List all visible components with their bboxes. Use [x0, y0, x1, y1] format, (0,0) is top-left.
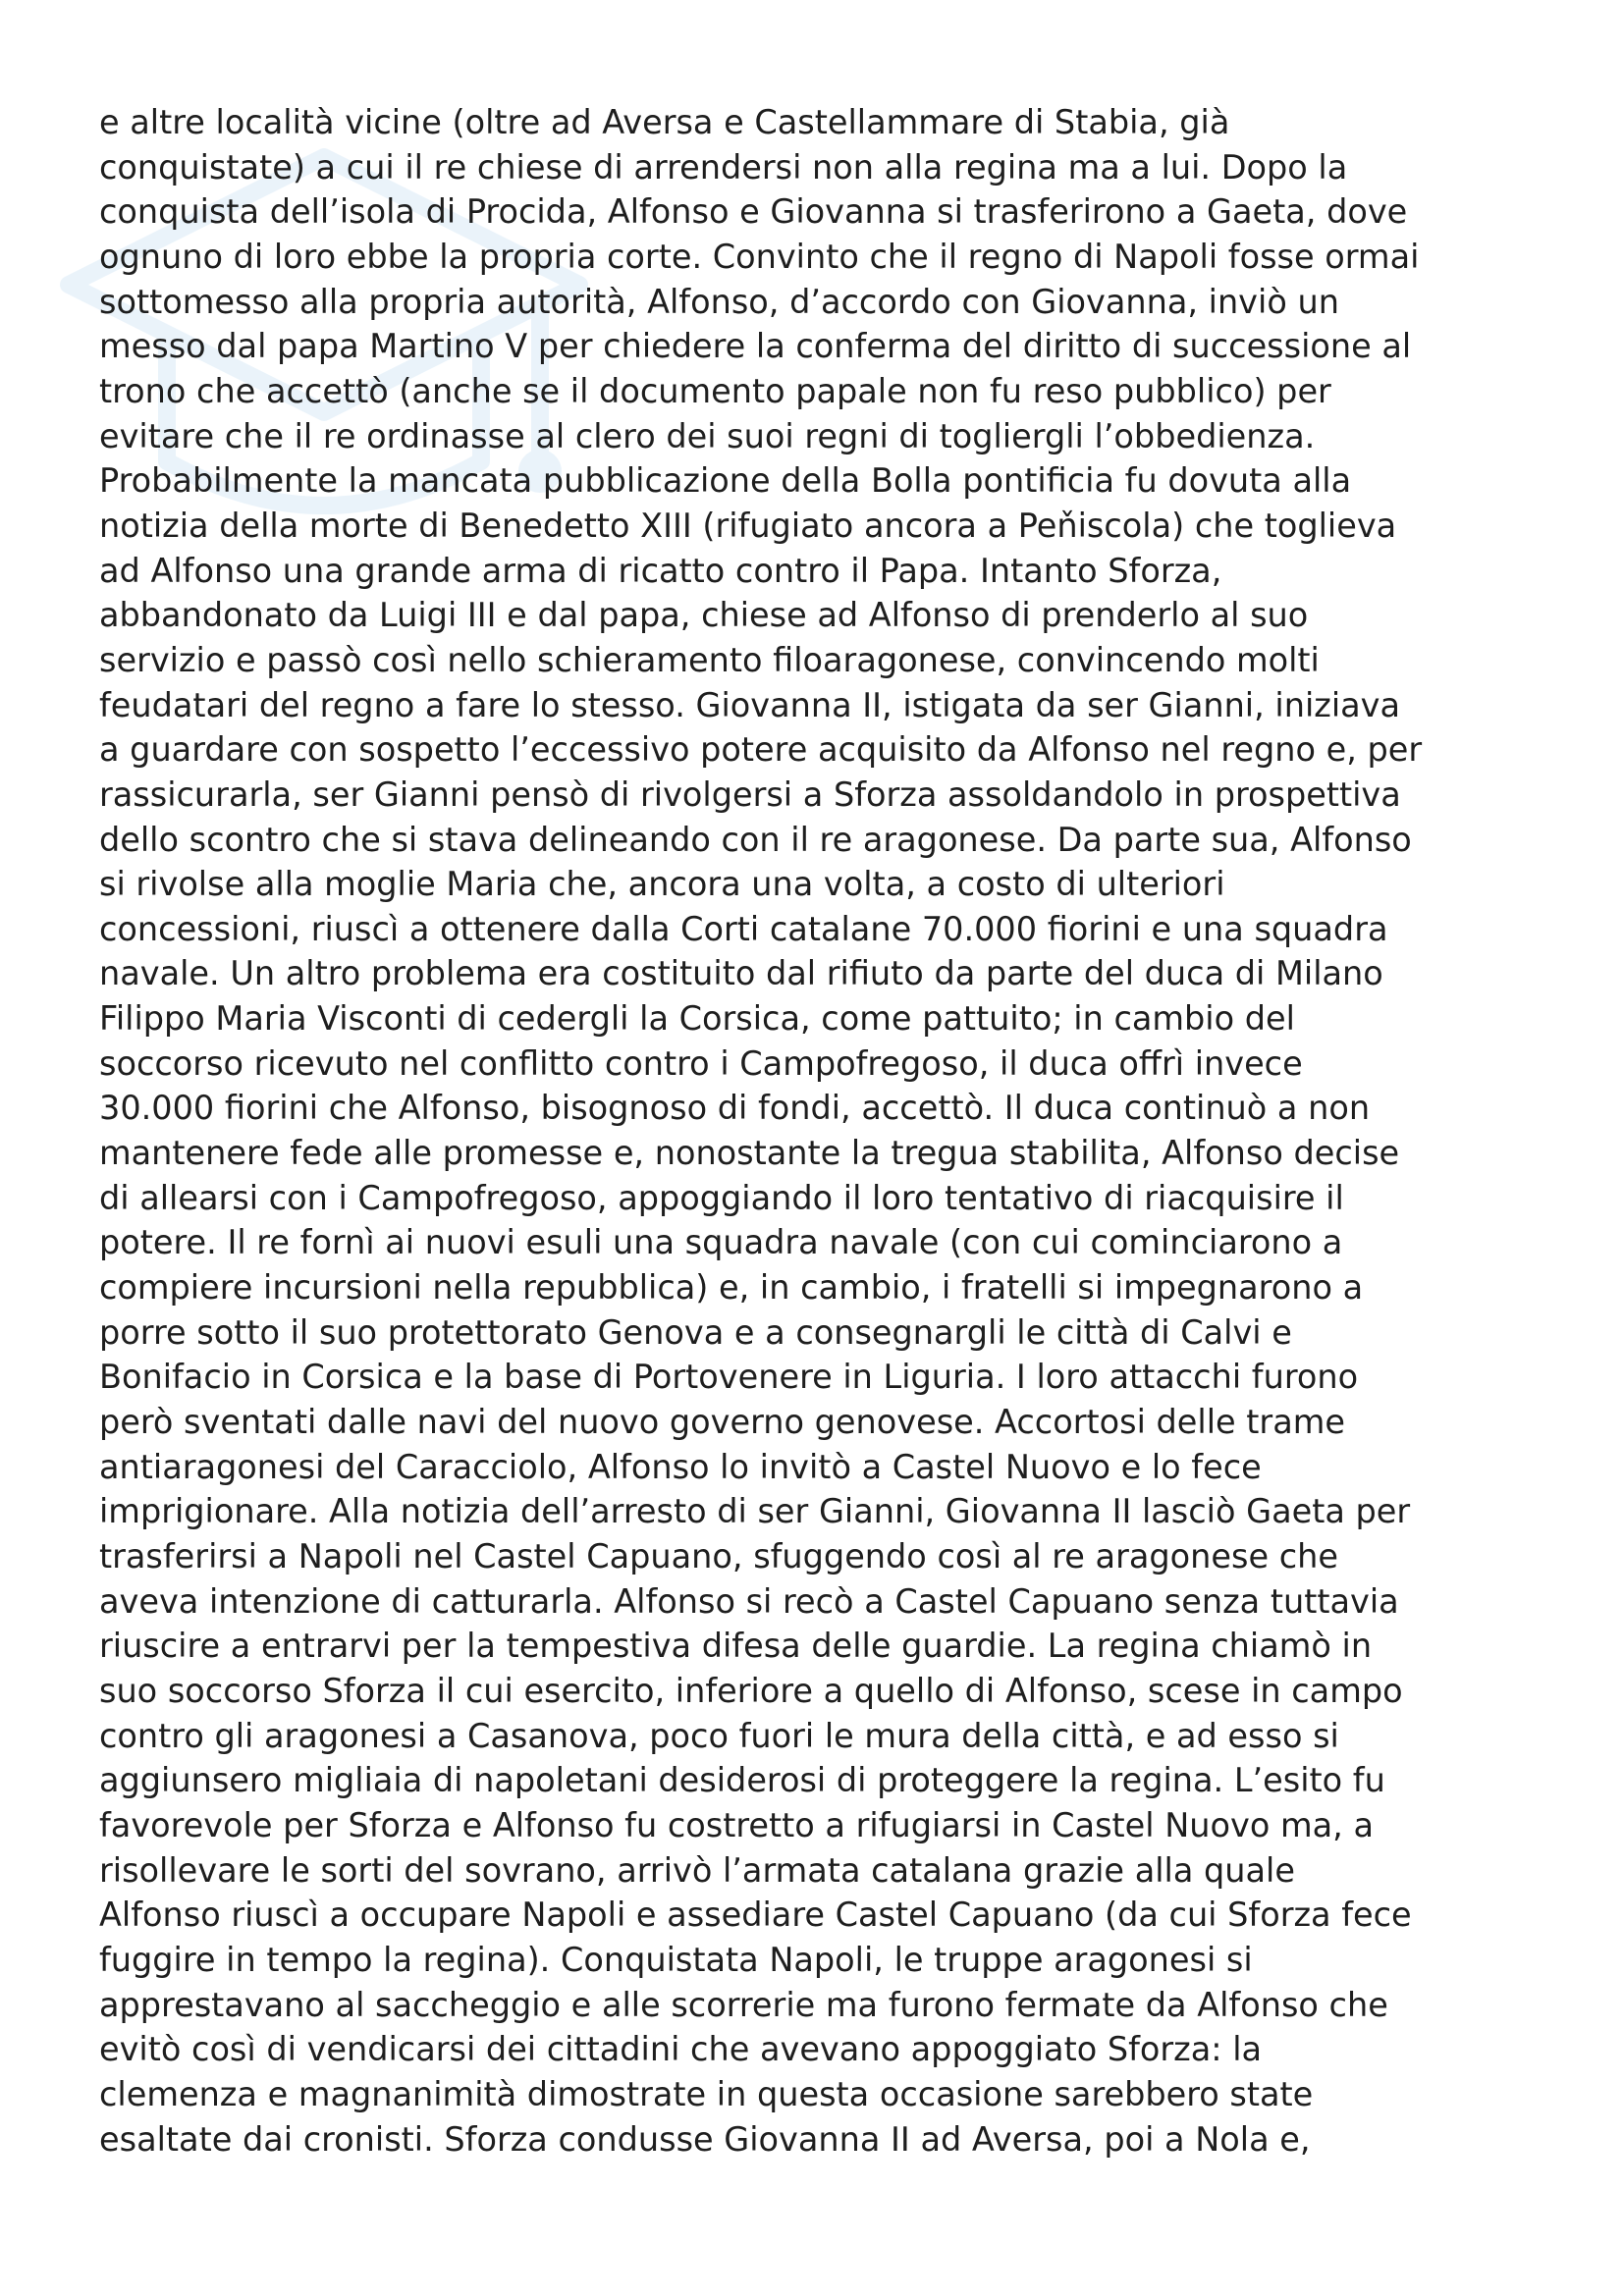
body-text — [99, 100, 1533, 2162]
text-line: trasferirsi a Napoli nel Castel Capuano, sfuggendo così al re aragonese che — [99, 1537, 1338, 1575]
text-line: aggiunsero migliaia di napoletani desiderosi di proteggere la regina. L’esito fu — [99, 1761, 1385, 1800]
text-line: ad Alfonso una grande arma di ricatto contro il Papa. Intanto Sforza, — [99, 551, 1222, 590]
text-line: antiaragonesi del Caracciolo, Alfonso lo invitò a Castel Nuovo e lo fece — [99, 1447, 1262, 1486]
text-line: servizio e passò così nello schieramento filoaragonese, convincendo molti — [99, 640, 1320, 679]
text-line: navale. Un altro problema era costituito dal rifiuto da parte del duca di Milano — [99, 954, 1383, 993]
text-line: esaltate dai cronisti. Sforza condusse Giovanna II ad Aversa, poi a Nola e, — [99, 2119, 1311, 2159]
text-line: risollevare le sorti del sovrano, arrivò l’armata catalana grazie alla quale — [99, 1850, 1295, 1890]
text-line: di allearsi con i Campofregoso, appoggiando il loro tentativo di riacquisire il — [99, 1178, 1344, 1217]
text-line: evitare che il re ordinasse al clero dei suoi regni di togliergli l’obbedienza. — [99, 416, 1316, 455]
text-line: Bonifacio in Corsica e la base di Portovenere in Liguria. I loro attacchi furono — [99, 1358, 1359, 1397]
text-line: e altre località vicine (oltre ad Aversa e Castellammare di Stabia, già — [99, 103, 1230, 141]
text-line: abbandonato da Luigi III e dal papa, chiese ad Alfonso di prenderlo al suo — [99, 596, 1309, 635]
text-line: trono che accettò (anche se il documento papale non fu reso pubblico) per — [99, 371, 1331, 410]
text-line: ognuno di loro ebbe la propria corte. Convinto che il regno di Napoli fosse ormai — [99, 237, 1420, 276]
text-line: a guardare con sospetto l’eccessivo potere acquisito da Alfonso nel regno e, per — [99, 730, 1423, 770]
text-line: potere. Il re fornì ai nuovi esuli una squadra navale (con cui cominciarono a — [99, 1223, 1343, 1262]
text-line: imprigionare. Alla notizia dell’arresto di ser Gianni, Giovanna II lasciò Gaeta per — [99, 1492, 1411, 1531]
text-line: rassicurarla, ser Gianni pensò di rivolgersi a Sforza assoldandolo in prospettiva — [99, 774, 1401, 814]
text-line: concessioni, riuscì a ottenere dalla Corti catalane 70.000 fiorini e una squadra — [99, 909, 1388, 948]
text-line: contro gli aragonesi a Casanova, poco fuori le mura della città, e ad esso si — [99, 1716, 1339, 1755]
text-line: però sventati dalle navi del nuovo governo genovese. Accortosi delle trame — [99, 1403, 1345, 1442]
text-line: soccorso ricevuto nel conflitto contro i Campofregoso, il duca offrì invece — [99, 1043, 1303, 1083]
text-line: messo dal papa Martino V per chiedere la conferma del diritto di successione al — [99, 327, 1412, 366]
text-line: porre sotto il suo protettorato Genova e a consegnargli le città di Calvi e — [99, 1312, 1292, 1352]
text-line: suo soccorso Sforza il cui esercito, inferiore a quello di Alfonso, scese in campo — [99, 1671, 1403, 1710]
text-line: si rivolse alla moglie Maria che, ancora una volta, a costo di ulteriori — [99, 865, 1225, 904]
text-line: evitò così di vendicarsi dei cittadini che avevano appoggiato Sforza: la — [99, 2030, 1263, 2069]
text-line: Alfonso riuscì a occupare Napoli e assediare Castel Capuano (da cui Sforza fece — [99, 1896, 1412, 1935]
text-line: mantenere fede alle promesse e, nonostante la tregua stabilita, Alfonso decise — [99, 1134, 1400, 1173]
text-line: 30.000 fiorini che Alfonso, bisognoso di fondi, accettò. Il duca continuò a non — [99, 1089, 1371, 1128]
text-line: sottomesso alla propria autorità, Alfonso, d’accordo con Giovanna, inviò un — [99, 282, 1339, 321]
text-line: dello scontro che si stava delineando con il re aragonese. Da parte sua, Alfonso — [99, 820, 1412, 859]
text-line: favorevole per Sforza e Alfonso fu costretto a rifugiarsi in Castel Nuovo ma, a — [99, 1805, 1374, 1844]
text-line: feudatari del regno a fare lo stesso. Giovanna II, istigata da ser Gianni, iniziava — [99, 685, 1401, 724]
text-line: Probabilmente la mancata pubblicazione della Bolla pontificia fu dovuta alla — [99, 461, 1352, 501]
text-line: riuscire a entrarvi per la tempestiva difesa delle guardie. La regina chiamò in — [99, 1627, 1373, 1666]
text-line: conquistate) a cui il re chiese di arrendersi non alla regina ma a lui. Dopo la — [99, 147, 1348, 187]
text-line: compiere incursioni nella repubblica) e, in cambio, i fratelli si impegnarono a — [99, 1268, 1364, 1308]
text-line: apprestavano al saccheggio e alle scorrerie ma furono fermate da Alfonso che — [99, 1985, 1388, 2024]
text-line: aveva intenzione di catturarla. Alfonso si recò a Castel Capuano senza tuttavia — [99, 1581, 1399, 1621]
text-line: fuggire in tempo la regina). Conquistata Napoli, le truppe aragonesi si — [99, 1940, 1253, 1979]
text-line: notizia della morte di Benedetto XIII (rifugiato ancora a Peňiscola) che toglieva — [99, 506, 1397, 545]
text-line: conquista dell’isola di Procida, Alfonso e Giovanna si trasferirono a Gaeta, dove — [99, 192, 1408, 232]
text-line: clemenza e magnanimità dimostrate in questa occasione sarebbero state — [99, 2074, 1314, 2113]
text-line: Filippo Maria Visconti di cedergli la Corsica, come pattuito; in cambio del — [99, 999, 1295, 1039]
